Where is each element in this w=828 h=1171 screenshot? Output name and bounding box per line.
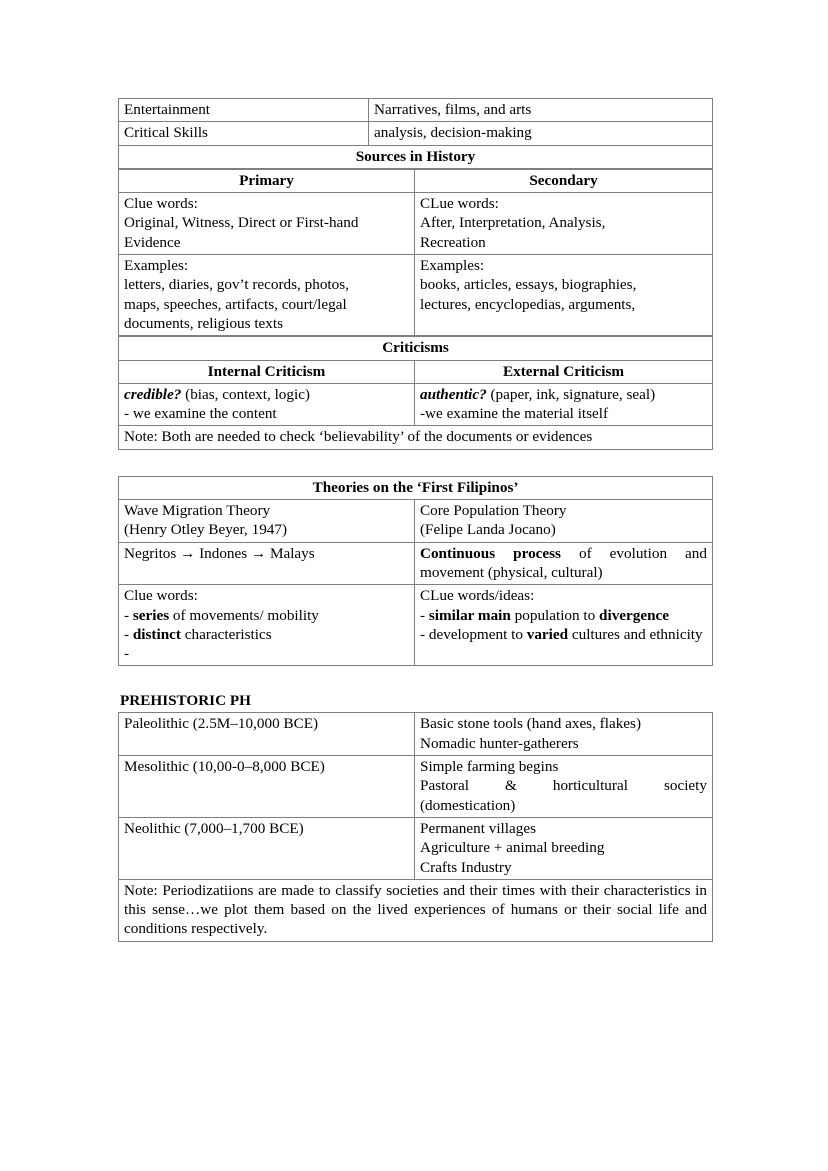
table-row — [119, 99, 713, 122]
cell-primary-clue-words — [119, 193, 415, 255]
table-row-banner — [119, 476, 713, 499]
external-criticism-line2: -we examine the material itself — [420, 405, 609, 423]
secondary-clue-line2: Recreation — [420, 233, 486, 251]
table-row — [119, 756, 713, 818]
table-row-header — [119, 169, 713, 192]
table-row — [119, 713, 713, 756]
table-row — [119, 122, 713, 145]
spacer-after-sources — [118, 450, 712, 476]
cell-details-neolithic — [415, 817, 713, 879]
table-row-theory-clues — [119, 585, 713, 666]
cell-period-mesolithic: Mesolithic (10,00-0–8,000 BCE) — [119, 756, 415, 818]
external-rest: (paper, ink, signature, seal) — [486, 385, 656, 403]
cell-period-neolithic: Neolithic (7,000–1,700 BCE) — [119, 817, 415, 879]
wave-clue-item3: - — [124, 645, 130, 663]
secondary-clue-line1: After, Interpretation, Analysis, — [420, 214, 606, 232]
neolithic-detail-2: Agriculture + animal breeding — [420, 839, 605, 857]
core-clue-item2-rest: cultures and ethnicity — [568, 625, 703, 643]
core-clue-item2-bold: varied — [526, 625, 569, 643]
theories-first-filipinos-table — [118, 476, 713, 667]
document-page — [118, 98, 712, 942]
spacer-after-theories — [118, 666, 712, 692]
core-population-author: (Felipe Landa Jocano) — [420, 521, 556, 539]
core-population-name: Core Population Theory — [420, 502, 567, 520]
cell-wave-migration-theory — [119, 500, 415, 543]
header-secondary: Secondary — [415, 169, 713, 192]
table-row-banner — [119, 145, 713, 168]
internal-criticism-line1 — [124, 385, 409, 404]
wave-clue-item2-bold: distinct — [132, 625, 181, 643]
internal-keyword: credible? — [124, 385, 182, 403]
cell-core-population-clues — [415, 585, 713, 666]
table-row-theory-names — [119, 500, 713, 543]
criticisms-table — [118, 336, 713, 449]
cell-migration-sequence: Negritos → Indones → Malays — [119, 542, 415, 585]
cell-internal-criticism — [119, 383, 415, 426]
paleolithic-detail-2: Nomadic hunter-gatherers — [420, 734, 579, 752]
note-prehistoric: Note: Periodizatiions are made to classify societies and their times with their characteristics in this sense…we plot them based on the lived experiences of humans or their social life and conditions respectively. — [119, 879, 713, 941]
cell-entertainment-label: Entertainment — [119, 99, 369, 122]
primary-secondary-table — [118, 169, 713, 336]
header-primary: Primary — [119, 169, 415, 192]
secondary-clue-label: CLue words: — [420, 195, 499, 213]
primary-examples-line2: maps, speeches, artifacts, court/legal — [124, 295, 347, 313]
core-clue-item1-mid: population to — [510, 606, 600, 624]
cell-period-paleolithic: Paleolithic (2.5M–10,000 BCE) — [119, 713, 415, 756]
banner-sources-in-history: Sources in History — [119, 145, 713, 168]
note-criticisms: Note: Both are needed to check ‘believability’ of the documents or evidences — [119, 426, 713, 449]
wave-clue-item2-rest: characteristics — [180, 625, 272, 643]
table-row-clue-words — [119, 193, 713, 255]
banner-criticisms: Criticisms — [119, 337, 713, 360]
table-row-examples — [119, 255, 713, 336]
table-row-banner — [119, 337, 713, 360]
wave-clue-item2: - distinct characteristics — [124, 625, 272, 643]
wave-clue-label: Clue words: — [124, 587, 198, 605]
table-row-note — [119, 879, 713, 941]
table-row — [119, 817, 713, 879]
primary-clue-label: Clue words: — [124, 195, 198, 213]
secondary-examples-line1: books, articles, essays, biographies, — [420, 276, 637, 294]
internal-criticism-line2: - we examine the content — [124, 405, 277, 423]
cell-critical-skills-label: Critical Skills — [119, 122, 369, 145]
core-clue-item1-bold2: divergence — [599, 606, 670, 624]
cell-entertainment-value: Narratives, films, and arts — [369, 99, 713, 122]
sources-in-history-table — [118, 98, 713, 169]
mesolithic-detail-2: Pastoral & horticultural society (domestication) — [420, 777, 707, 814]
core-clue-item2 — [420, 625, 707, 644]
wave-clue-item1-rest: of movements/ mobility — [169, 606, 319, 624]
core-clue-item1: - similar main population to divergence — [420, 606, 670, 624]
prehistoric-ph-table — [118, 712, 713, 941]
header-internal-criticism: Internal Criticism — [119, 360, 415, 383]
core-clue-item2-pre: - development to — [420, 625, 527, 643]
cell-secondary-examples — [415, 255, 713, 336]
core-clue-item1-bold1: similar main — [428, 606, 511, 624]
secondary-examples-label: Examples: — [420, 257, 485, 275]
wave-clue-item1-bold: series — [132, 606, 170, 624]
continuous-process-rest: of evolution and movement (physical, cultural) — [420, 544, 707, 581]
neolithic-detail-1: Permanent villages — [420, 819, 536, 837]
cell-wave-migration-clues — [119, 585, 415, 666]
table-row-header — [119, 360, 713, 383]
cell-critical-skills-value: analysis, decision-making — [369, 122, 713, 145]
primary-examples-label: Examples: — [124, 257, 189, 275]
cell-secondary-clue-words — [415, 193, 713, 255]
table-row-theory-summary — [119, 542, 713, 585]
primary-clue-line1: Original, Witness, Direct or First-hand — [124, 214, 359, 232]
cell-external-criticism — [415, 383, 713, 426]
core-clue-label: CLue words/ideas: — [420, 587, 535, 605]
cell-details-paleolithic — [415, 713, 713, 756]
paleolithic-detail-1: Basic stone tools (hand axes, flakes) — [420, 715, 642, 733]
wave-migration-author: (Henry Otley Beyer, 1947) — [124, 521, 288, 539]
header-external-criticism: External Criticism — [415, 360, 713, 383]
table-row-note — [119, 426, 713, 449]
table-row-criticism-detail — [119, 383, 713, 426]
cell-details-mesolithic — [415, 756, 713, 818]
wave-clue-item1: - series of movements/ mobility — [124, 606, 319, 624]
section-title-prehistoric-ph: PREHISTORIC PH — [120, 692, 251, 710]
primary-clue-line2: Evidence — [124, 233, 181, 251]
cell-continuous-process — [415, 542, 713, 585]
secondary-examples-line2: lectures, encyclopedias, arguments, — [420, 295, 636, 313]
cell-core-population-theory — [415, 500, 713, 543]
external-keyword: authentic? — [420, 385, 487, 403]
neolithic-detail-3: Crafts Industry — [420, 858, 512, 876]
primary-examples-line1: letters, diaries, gov’t records, photos, — [124, 276, 349, 294]
wave-migration-name: Wave Migration Theory — [124, 502, 271, 520]
primary-examples-line3: documents, religious texts — [124, 314, 284, 332]
banner-theories-first-filipinos: Theories on the ‘First Filipinos’ — [119, 476, 713, 499]
external-criticism-line1 — [420, 385, 707, 404]
continuous-process-bold: Continuous process — [420, 544, 561, 562]
cell-primary-examples — [119, 255, 415, 336]
internal-rest: (bias, context, logic) — [181, 385, 310, 403]
mesolithic-detail-1: Simple farming begins — [420, 758, 559, 776]
